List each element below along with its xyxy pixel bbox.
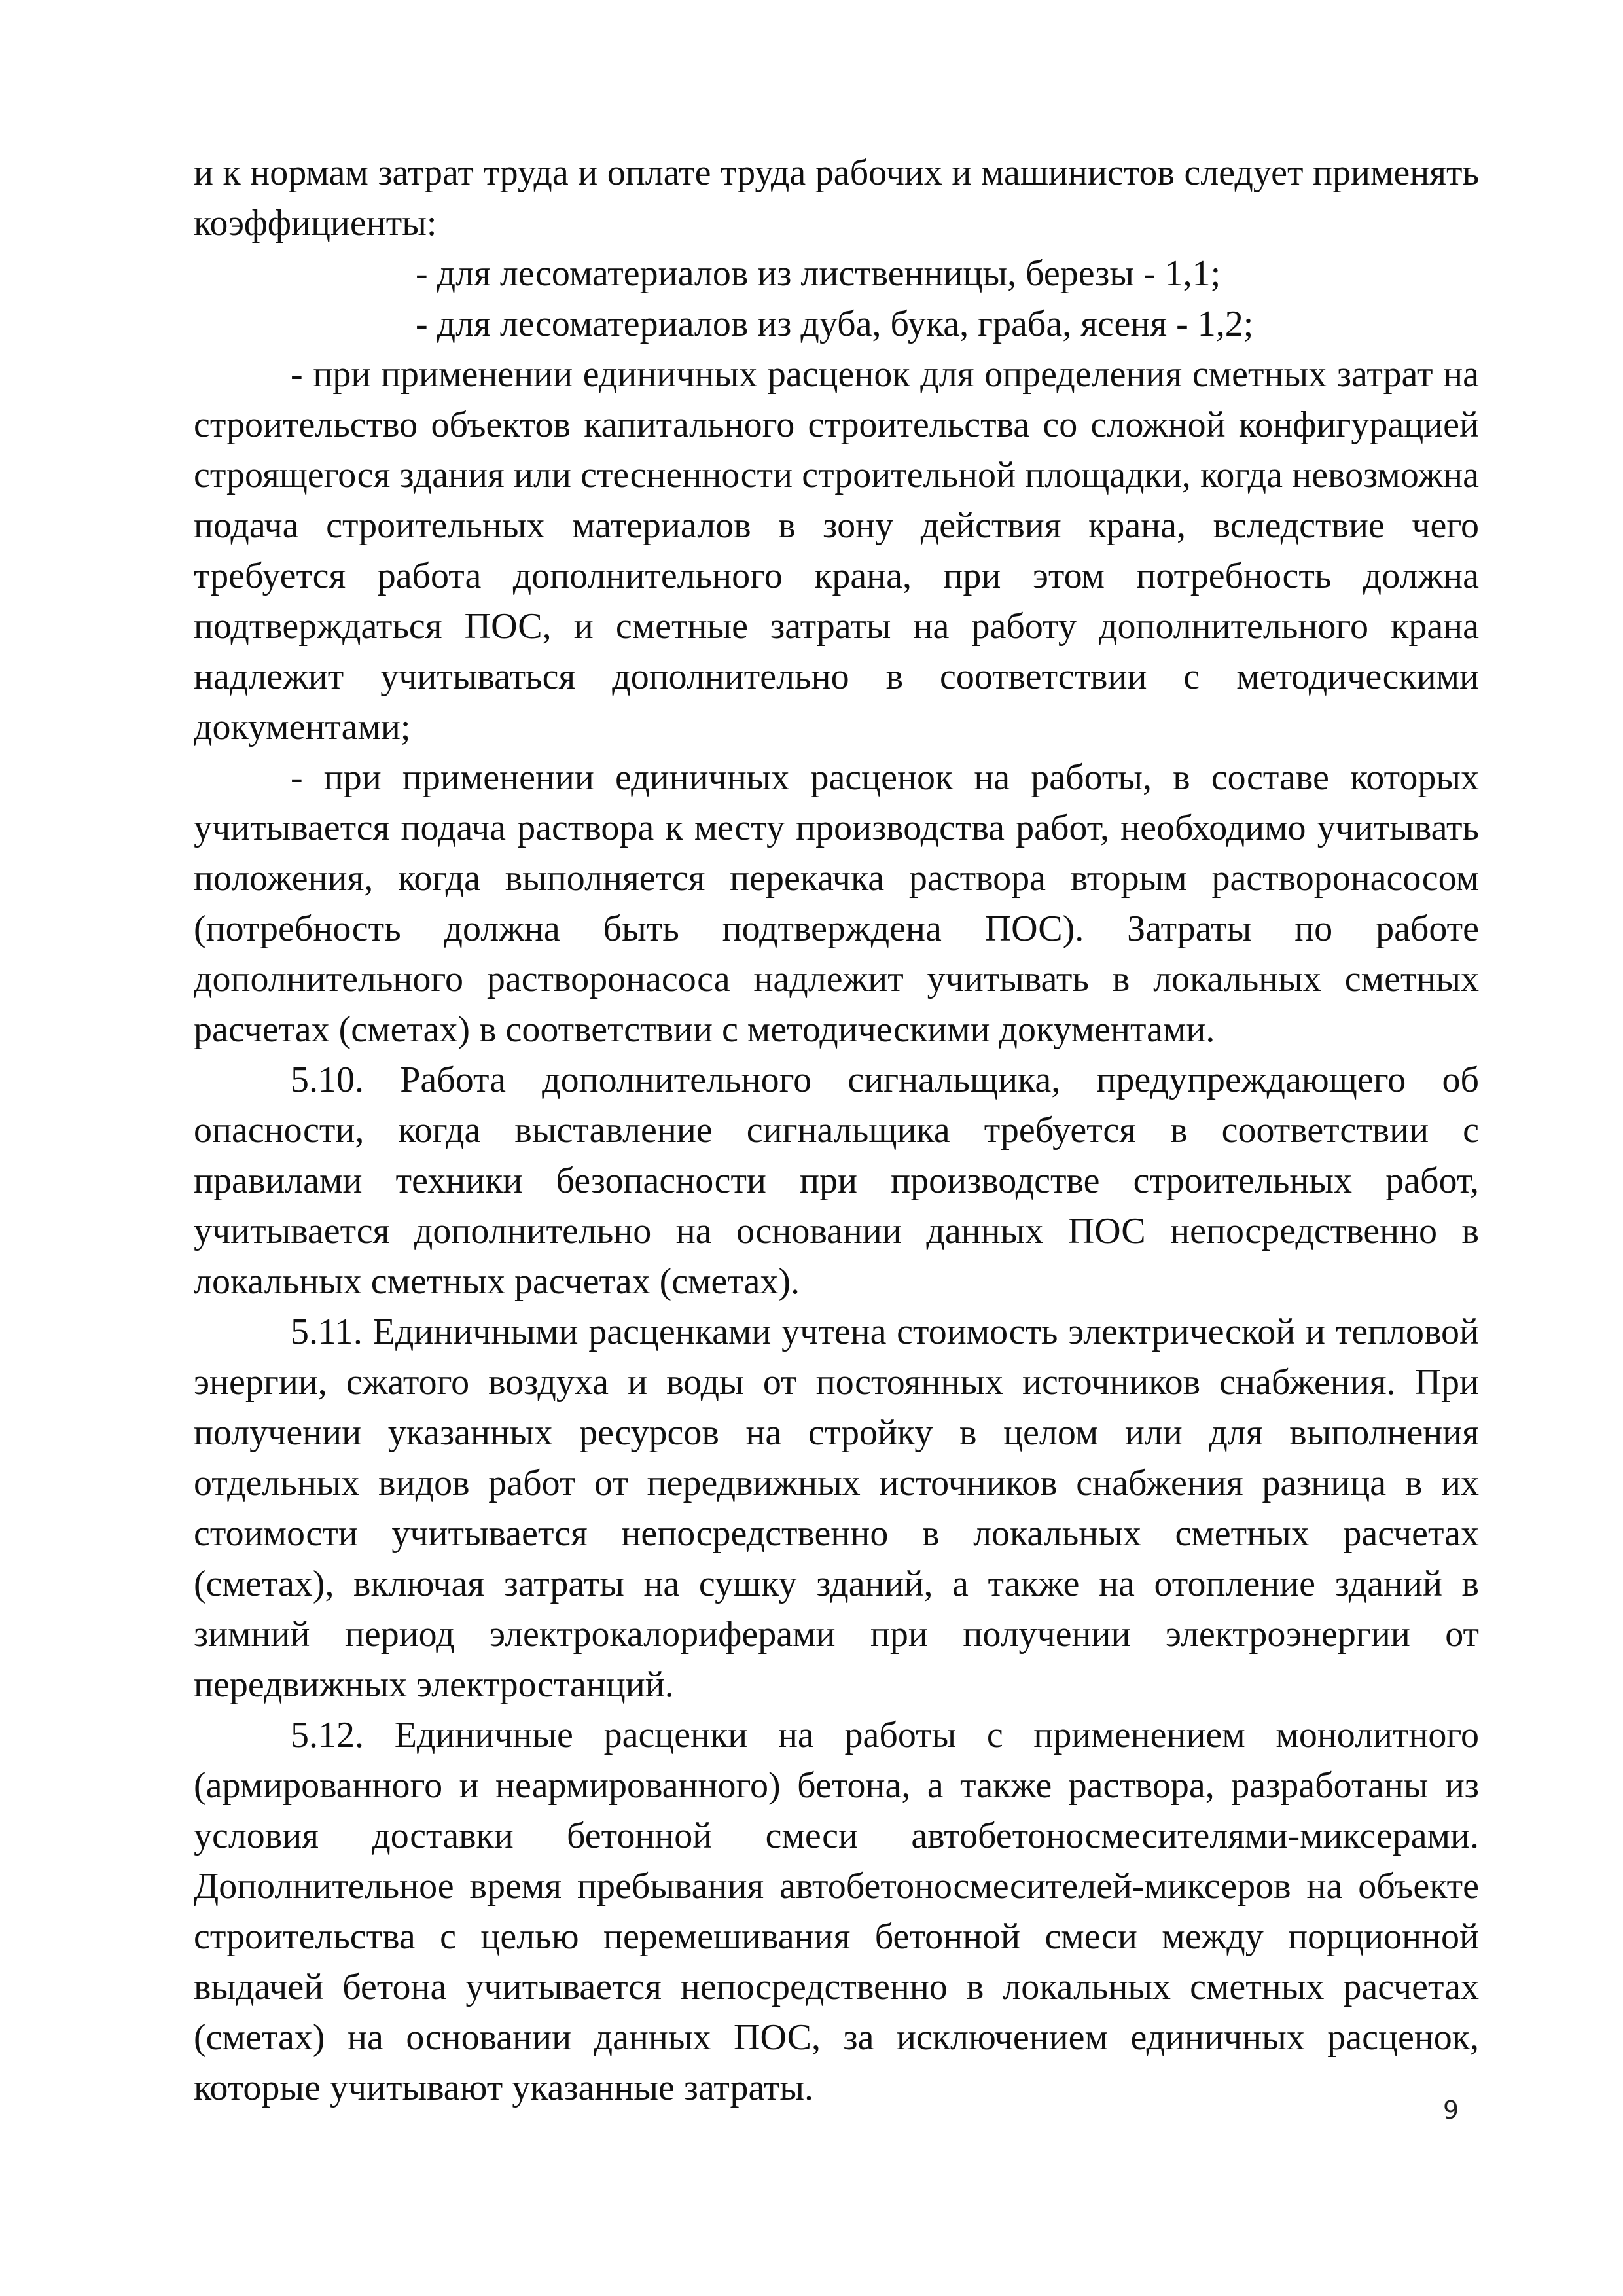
- paragraph-mortar-pump: - при применении единичных расценок на работы, в составе которых учитывается подача раствора к месту производства работ, необходимо учитывать положения, когда выполняется перекачка раствора вторым растворонасосом (потребность должна быть подтверждена ПОС). Затраты по работе дополнительного растворонасоса надлежит учитывать в локальных сметных расчетах (сметах) в соответствии с методическими документами.: [194, 757, 1479, 1050]
- paragraph-5-12-concrete: 5.12. Единичные расценки на работы с применением монолитного (армированного и неармированного) бетона, а также раствора, разработаны из условия доставки бетонной смеси автобетоносмесителями-миксерами. Дополнительное время пребывания автобетоносмесителей-миксеров на объекте строительства с целью перемешивания бетонной смеси между порционной выдачей бетона учитывается непосредственно в локальных сметных расчетах (сметах) на основании данных ПОС, за исключением единичных расценок, которые учитывают указанные затраты.: [194, 1715, 1479, 2108]
- page-number: 9: [1443, 2096, 1459, 2125]
- document-page: [194, 148, 1479, 2113]
- list-item-larch-birch: - для лесоматериалов из лиственницы, березы - 1,1;: [416, 253, 1221, 294]
- paragraph-coefficients-intro: и к нормам затрат труда и оплате труда рабочих и машинистов следует применять коэффициенты:: [194, 152, 1479, 243]
- paragraph-additional-crane: - при применении единичных расценок для определения сметных затрат на строительство объектов капитального строительства со сложной конфигурацией строящегося здания или стесненности строительной площадки, когда невозможна подача строительных материалов в зону действия крана, вследствие чего требуется работа дополнительного крана, при этом потребность должна подтверждаться ПОС, и сметные затраты на работу дополнительного крана надлежит учитываться дополнительно в соответствии с методическими документами;: [194, 354, 1479, 747]
- paragraph-5-10-signalman: 5.10. Работа дополнительного сигнальщика, предупреждающего об опасности, когда выставление сигнальщика требуется в соответствии с правилами техники безопасности при производстве строительных работ, учитывается дополнительно на основании данных ПОС непосредственно в локальных сметных расчетах (сметах).: [194, 1060, 1479, 1302]
- list-item-oak-beech: - для лесоматериалов из дуба, бука, граба, ясеня - 1,2;: [416, 304, 1254, 344]
- paragraph-5-11-energy: 5.11. Единичными расценками учтена стоимость электрической и тепловой энергии, сжатого воздуха и воды от постоянных источников снабжения. При получении указанных ресурсов на стройку в целом или для выполнения отдельных видов работ от передвижных источников снабжения разница в их стоимости учитывается непосредственно в локальных сметных расчетах (сметах), включая затраты на сушку зданий, а также на отопление зданий в зимний период электрокалориферами при получении электроэнергии от передвижных электростанций.: [194, 1312, 1479, 1705]
